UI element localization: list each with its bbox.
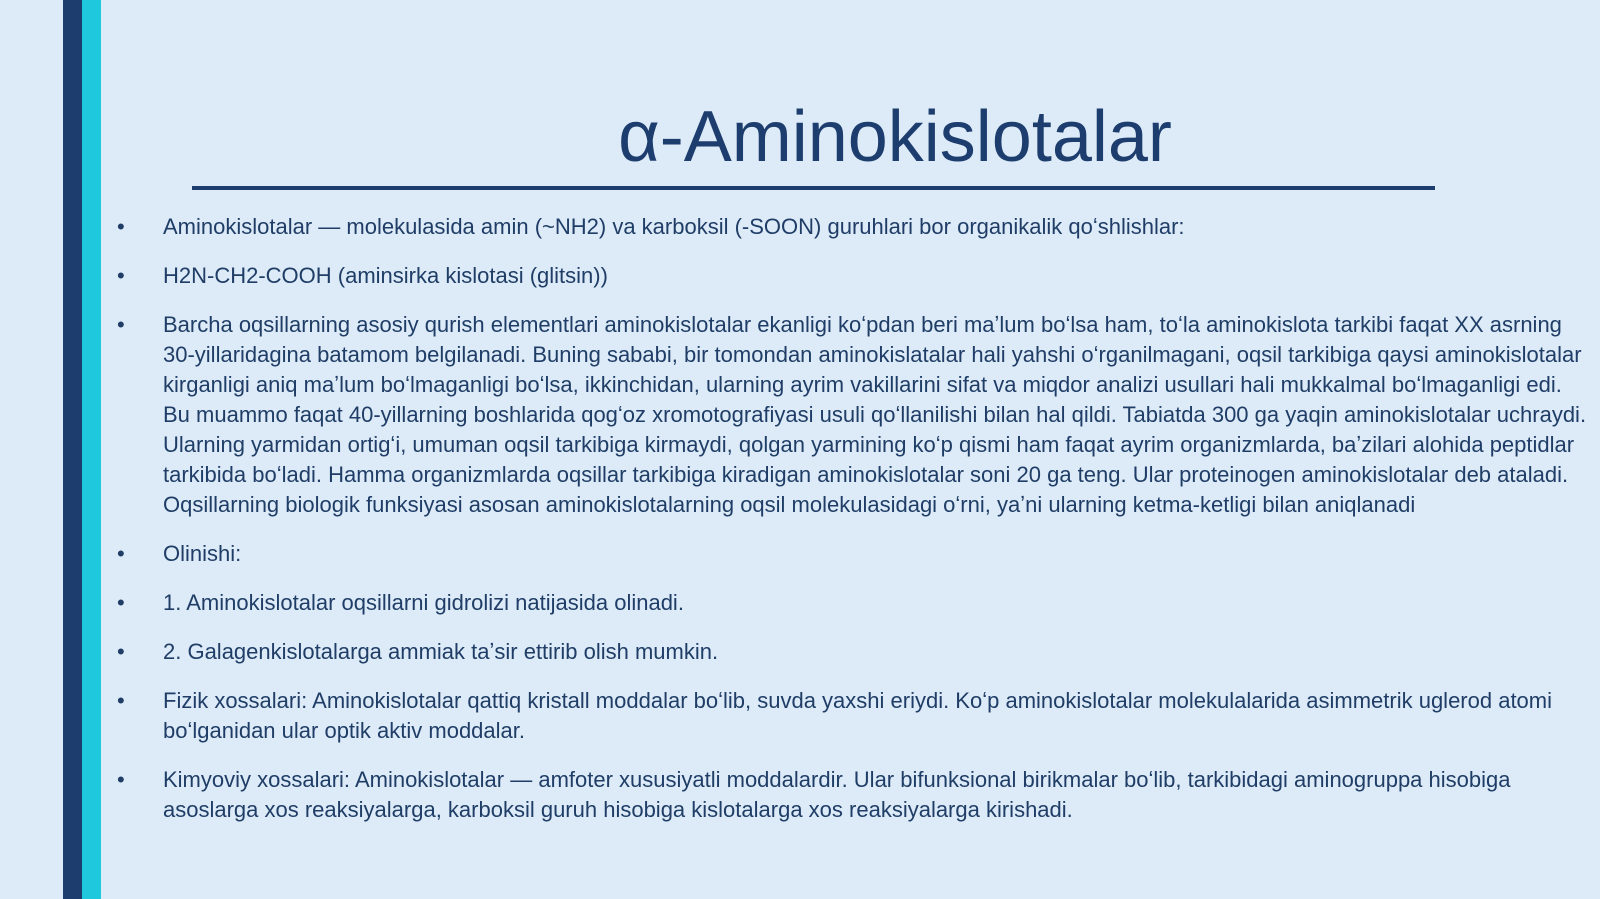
list-item-text: Kimyoviy xossalari: Aminokislotalar — amfoter xususiyatli moddalardir. Ular bifunksional birikmalar boʻlib, tarkibidagi aminogruppa hisobiga asoslarga xos reaksiyalarga, karboksil guruh hisobiga kislotalarga xos reaksiyalarga kirishadi. bbox=[163, 767, 1511, 822]
list-item bbox=[113, 539, 1588, 569]
bullet-icon: • bbox=[117, 639, 125, 664]
bullet-icon: • bbox=[117, 214, 125, 239]
list-item-text: H2N-CH2-COOH (aminsirka kislotasi (glitsin)) bbox=[163, 263, 608, 288]
list-item bbox=[113, 765, 1588, 825]
list-item-text: Fizik xossalari: Aminokislotalar qattiq kristall moddalar boʻlib, suvda yaxshi eriydi. Koʻp aminokislotalar molekulalarida asimmetrik uglerod atomi boʻlganidan ular optik aktiv moddalar. bbox=[163, 688, 1553, 743]
list-item bbox=[113, 588, 1588, 618]
list-item bbox=[113, 310, 1588, 520]
bullet-icon: • bbox=[117, 688, 125, 713]
list-item bbox=[113, 261, 1588, 291]
list-item-text: 1. Aminokislotalar oqsillarni gidrolizi natijasida olinadi. bbox=[163, 590, 684, 615]
list-item-text: 2. Galagenkislotalarga ammiak taʼsir ettirib olish mumkin. bbox=[163, 639, 719, 664]
list-item bbox=[113, 686, 1588, 746]
bullet-list bbox=[113, 212, 1588, 844]
list-item bbox=[113, 212, 1588, 242]
accent-bar-dark bbox=[63, 0, 82, 899]
bullet-icon: • bbox=[117, 767, 125, 792]
accent-bar-cyan bbox=[82, 0, 101, 899]
bullet-icon: • bbox=[117, 590, 125, 615]
bullet-icon: • bbox=[117, 263, 125, 288]
list-item-text: Olinishi: bbox=[163, 541, 242, 566]
bullet-icon: • bbox=[117, 312, 125, 337]
slide-title: α-Aminokislotalar bbox=[618, 97, 1172, 177]
list-item bbox=[113, 637, 1588, 667]
list-item-text: Aminokislotalar — molekulasida amin (~NH2) va karboksil (-SOON) guruhlari bor organikalik qoʻshlishlar: bbox=[163, 214, 1185, 239]
list-item-text: Barcha oqsillarning asosiy qurish elementlari aminokislotalar ekanligi koʻpdan beri maʼlum boʻlsa ham, toʻla aminokislota tarkibi faqat XX asrning 30-yillaridagina batamom belgilanadi. Buning sababi, bir tomondan aminokislatalar hali yahshi oʻrganilmagani, oqsil tarkibiga qaysi aminokislotalar kirganligi aniq maʼlum boʻlmaganligi boʻlsa, ikkinchidan, ularning ayrim vakillarini sifat va miqdor analizi usullari hali mukkalmal boʻlmaganligi edi. Bu muammo faqat 40-yillarning boshlarida qogʻoz xromotografiyasi usuli qoʻllanilishi bilan hal qildi. Tabiatda 300 ga yaqin aminokislotalar uchraydi. Ularning yarmidan ortigʻi, umuman oqsil tarkibiga kirmaydi, qolgan yarmining koʻp qismi ham faqat ayrim organizmlarda, baʼzilari alohida peptidlar tarkibida boʻladi. Hamma organizmlarda oqsillar tarkibiga kiradigan aminokislotalar soni 20 ga teng. Ular proteinogen aminokislotalar deb ataladi. Oqsillarning biologik funksiyasi asosan aminokislotalarning oqsil molekulasidagi oʻrni, yaʼni ularning ketma-ketligi bilan aniqlanadi bbox=[163, 312, 1587, 517]
title-underline bbox=[192, 186, 1435, 190]
bullet-icon: • bbox=[117, 541, 125, 566]
